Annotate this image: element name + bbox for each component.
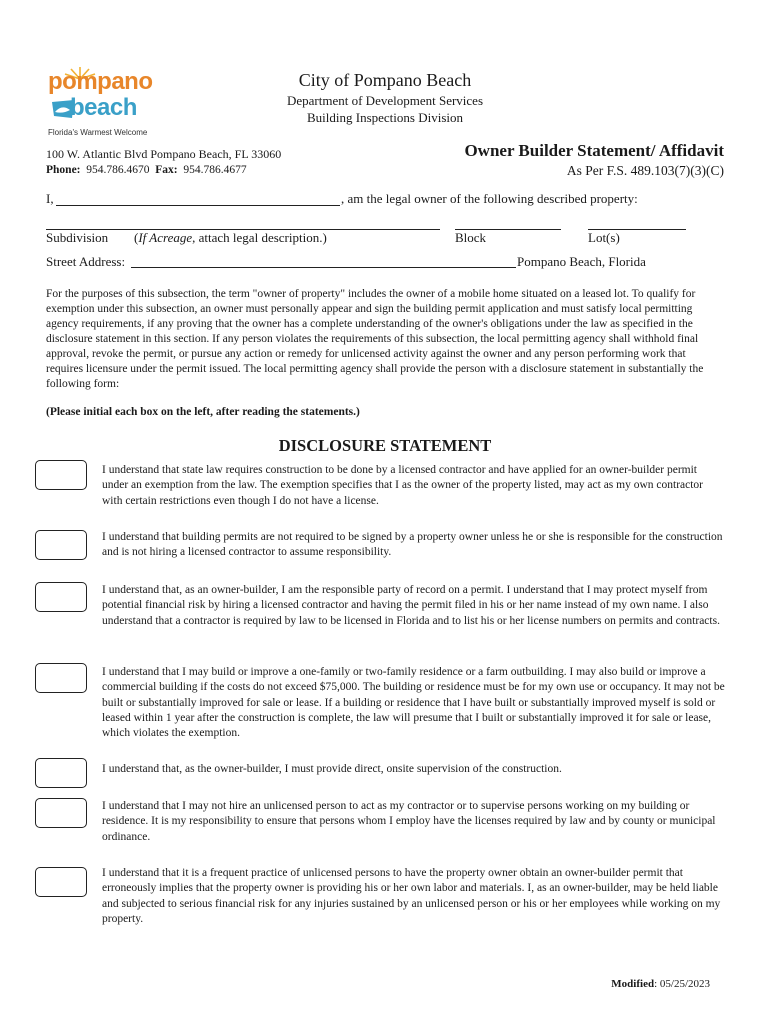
initial-box-4[interactable]: [35, 663, 87, 693]
office-address: 100 W. Atlantic Blvd Pompano Beach, FL 33060: [46, 147, 282, 161]
statement-3: [102, 583, 726, 629]
logo-word-beach: beach: [70, 94, 137, 121]
street-address-label: Street Address:: [46, 254, 126, 269]
division-name: Building Inspections Division: [307, 110, 463, 125]
modified-label: Modified: [611, 978, 655, 990]
fax-label: Fax:: [155, 164, 178, 176]
fax-number: 954.786.4677: [183, 164, 247, 176]
initials-instruction: (Please initial each box on the left, after reading the statements.): [46, 406, 360, 418]
initial-box-6[interactable]: [35, 798, 87, 828]
owner-i-label: I,: [46, 191, 54, 206]
street-address-field[interactable]: [131, 267, 516, 268]
statement-6-text: I understand that I may not hire an unlicensed person to act as my contractor or to supervise persons working on my building or residence. It is my responsibility to ensure that persons whom I employ have the licenses required by law and by county or municipal ordinance.: [102, 800, 716, 843]
phone-label: Phone:: [46, 164, 81, 176]
statement-2-text: I understand that building permits are not required to be signed by a property owner unless he or she is responsible for the construction and is not hiring a licensed contractor to assume responsibility.: [102, 531, 723, 559]
pompano-beach-logo: [44, 66, 174, 142]
initial-box-1[interactable]: [35, 460, 87, 490]
initial-box-7[interactable]: [35, 867, 87, 897]
department-name: Department of Development Services: [286, 93, 483, 108]
phone-number: 954.786.4670: [86, 164, 150, 176]
statement-1-text: I understand that state law requires construction to be done by a licensed contractor and have applied for an owner-builder permit under an exemption from the law. The exemption specifies that I as the owner of the property listed, may act as my own contractor with certain restrictions even though I do not have a license.: [102, 464, 704, 507]
document-title: Owner Builder Statement/ Affidavit: [464, 141, 724, 160]
contact-line: [46, 164, 247, 176]
acreage-em: If Acreage: [138, 230, 193, 245]
intro-paragraph: For the purposes of this subsection, the term "owner of property" includes the owner of a mobile home situated on a leased lot. To qualify for exemption under this subsection, an owner must personally appear and sign the building permit application and must satisfy local permitting agency requirements, if any proving that the owner has a complete understanding of the owner's obligations under the law as specified in the disclosure statement in this section. If any person violates the requirements of this subsection, the local permitting agency shall withhold final approval, revoke the permit, or pursue any action or remedy for unlicensed activity against the owner and any person performing work that requires licensure under the permit issued. The local permitting agency shall provide the person with a disclosure statement in substantially the following form:: [46, 288, 704, 390]
owner-statement: , am the legal owner of the following described property:: [341, 191, 638, 206]
block-label: Block: [455, 230, 487, 245]
initial-box-3[interactable]: [35, 582, 87, 612]
lot-label: Lot(s): [588, 230, 620, 245]
statement-5-text: I understand that, as the owner-builder, I must provide direct, onsite supervision of the construction.: [102, 763, 562, 775]
logo-tagline: Florida's Warmest Welcome: [48, 128, 148, 137]
modified-date: [611, 978, 710, 990]
acreage-open: (: [134, 230, 139, 245]
acreage-note: [134, 230, 327, 246]
city-name: City of Pompano Beach: [298, 70, 472, 90]
statement-2: [102, 530, 726, 561]
statement-4: [102, 665, 726, 741]
acreage-rest: , attach legal description.): [192, 230, 327, 245]
modified-value: : 05/25/2023: [654, 978, 710, 990]
statement-7: [102, 866, 726, 927]
statement-5: [102, 762, 726, 777]
city-suffix: Pompano Beach, Florida: [517, 254, 646, 269]
statute-reference: As Per F.S. 489.103(7)(3)(C): [566, 163, 724, 178]
owner-name-field[interactable]: [56, 205, 340, 206]
subdivision-label: Subdivision: [46, 230, 109, 245]
statement-6: [102, 799, 726, 845]
statement-3-text: I understand that, as an owner-builder, I am the responsible party of record on a permit. I understand that I may protect myself from potential financial risk by hiring a licensed contractor and having the permit filed in his or her name instead of my own name. I also understand that a contractor is required by law to be licensed in Florida and to list his or her license numbers on permits and contracts.: [102, 584, 720, 627]
statement-7-text: I understand that it is a frequent practice of unlicensed persons to have the property owner obtain an owner-builder permit that erroneously implies that the property owner is providing his or her own labor and materials. I, as an owner-builder, may be held liable and subjected to serious financial risk for any injuries sustained by an unlicensed person or his or her employees while working on my property.: [102, 867, 721, 925]
initial-box-5[interactable]: [35, 758, 87, 788]
statement-4-text: I understand that I may build or improve a one-family or two-family residence or a farm outbuilding. I may also build or improve a commercial building if the costs do not exceed $75,000. The building or residence must be for my own use or occupancy. It may not be built or substantially improved for sale or lease. If a building or residence that I have built or substantially improved myself is sold or leased within 1 year after the construction is complete, the law will presume that I built or substantially improved it for sale or lease, which violates the exemption.: [102, 666, 725, 740]
logo-word-pompano: pompano: [48, 68, 153, 95]
initial-box-2[interactable]: [35, 530, 87, 560]
disclosure-title: DISCLOSURE STATEMENT: [278, 436, 492, 455]
statement-1: [102, 463, 726, 509]
